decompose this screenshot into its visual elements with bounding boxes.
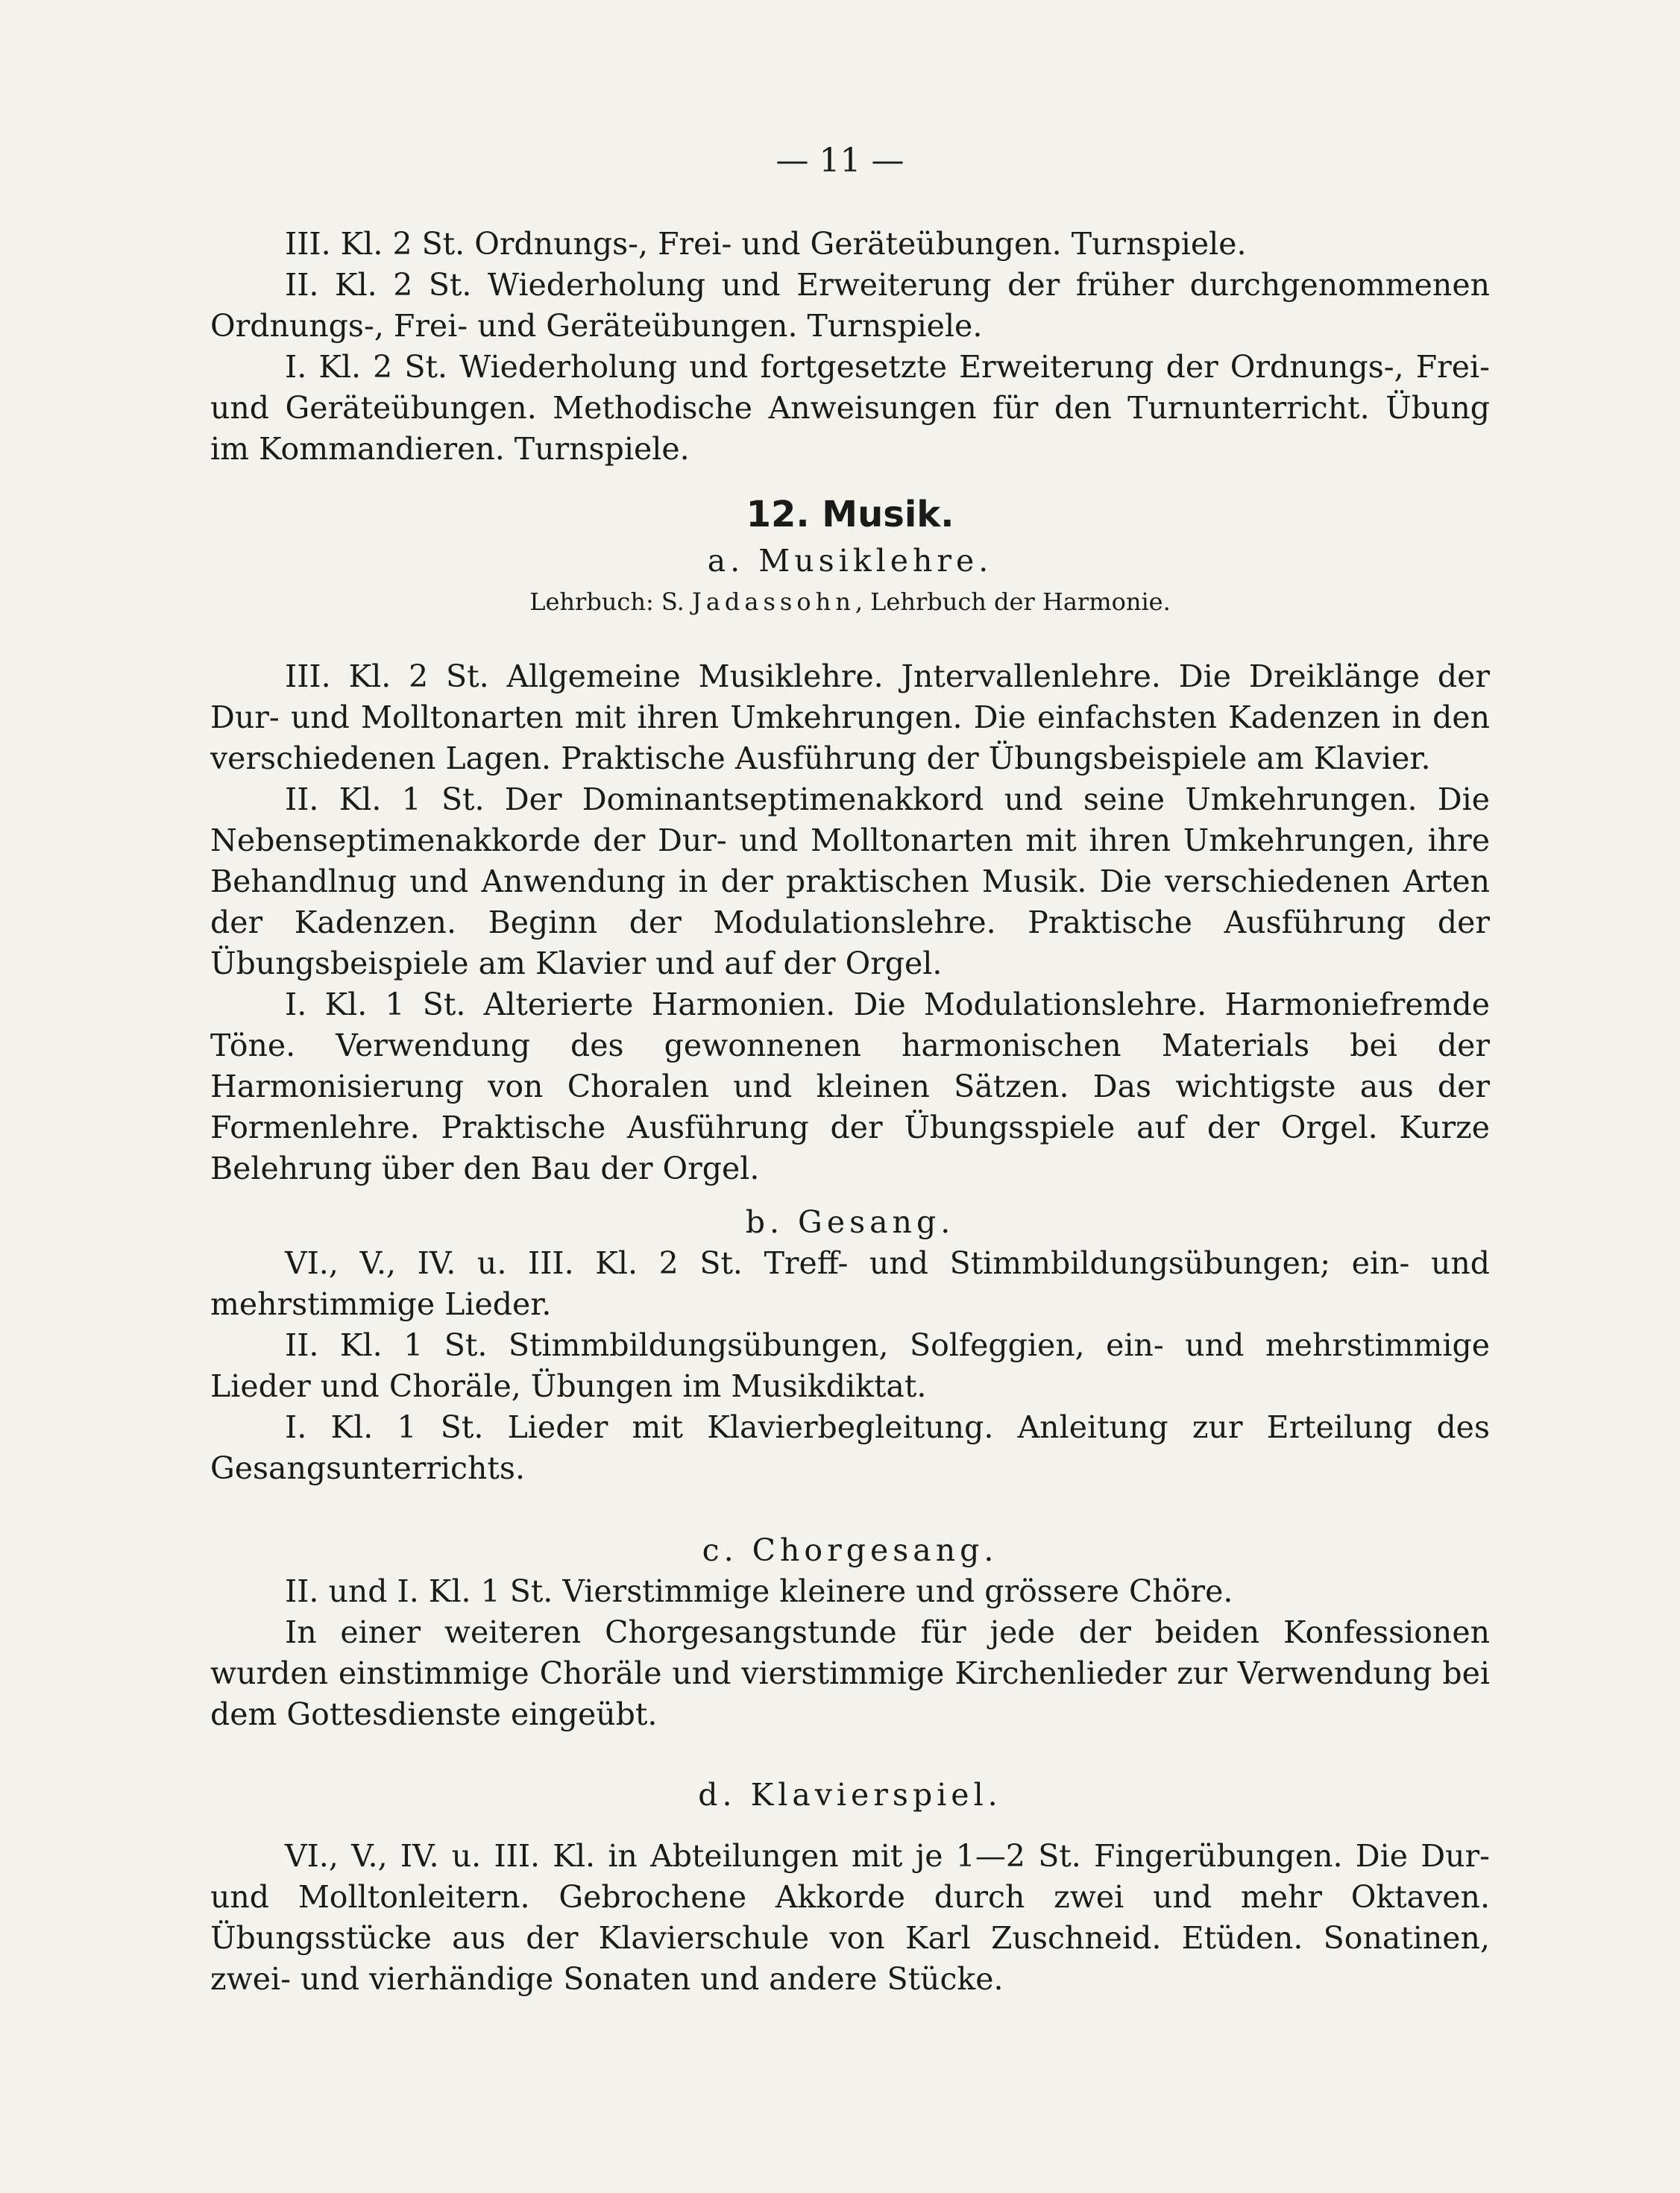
section-title: 12. Musik. — [746, 494, 954, 535]
turnen-block — [210, 224, 1490, 470]
gesang-heading: b. Gesang. — [745, 1204, 955, 1240]
page-number: — 11 — — [775, 142, 905, 180]
gesang-paragraph: I. Kl. 1 St. Lieder mit Klavierbegleitung. Anleitung zur Erteilung des Gesangsunterrichts. — [210, 1409, 1490, 1486]
musiklehre-paragraph: III. Kl. 2 St. Allgemeine Musiklehre. Jntervallenlehre. Die Dreiklänge der Dur- und Molltonarten mit ihren Umkehrungen. Die einfachsten Kadenzen in den verschiedenen Lagen. Praktische Ausführung der Übungsbeispiele am Klavier. — [210, 658, 1490, 776]
musiklehre-paragraph: I. Kl. 1 St. Alterierte Harmonien. Die Modulationslehre. Harmoniefremde Töne. Verwendung des gewonnenen harmonischen Materials bei der Harmonisierung von Choralen und kleinen Sätzen. Das wichtigste aus der Formenlehre. Praktische Ausführung der Übungsspiele auf der Orgel. Kurze Belehrung über den Bau der Orgel. — [210, 987, 1490, 1186]
chorgesang-paragraph: II. und I. Kl. 1 St. Vierstimmige kleinere und grössere Chöre. — [285, 1573, 1233, 1609]
gesang-paragraph: VI., V., IV. u. III. Kl. 2 St. Treff- und Stimmbildungsübungen; ein- und mehrstimmige Lieder. — [210, 1245, 1490, 1322]
musik-section — [210, 488, 1490, 623]
lehrbuch-author: Jadassohn — [692, 588, 855, 616]
klavierspiel-block — [210, 1775, 1490, 1816]
chorgesang-heading: c. Chorgesang. — [702, 1532, 998, 1568]
musiklehre-heading: a. Musiklehre. — [707, 543, 993, 579]
turnen-paragraph: III. Kl. 2 St. Ordnungs-, Frei- und Geräteübungen. Turnspiele. — [285, 226, 1247, 262]
chorgesang-block — [210, 1530, 1490, 1735]
lehrbuch-prefix: Lehrbuch: S. — [529, 588, 685, 616]
lehrbuch-title: , Lehrbuch der Harmonie. — [855, 588, 1171, 616]
klavierspiel-heading: d. Klavierspiel. — [698, 1777, 1002, 1813]
musiklehre-block — [210, 656, 1490, 1189]
chorgesang-paragraph: In einer weiteren Chorgesangstunde für jede der beiden Konfessionen wurden einstimmige Choräle und vierstimmige Kirchenlieder zur Verwendung bei dem Gottesdienste eingeübt. — [210, 1614, 1490, 1732]
klavierspiel-text — [210, 1836, 1490, 2000]
turnen-paragraph: I. Kl. 2 St. Wiederholung und fortgesetzte Erweiterung der Ordnungs-, Frei- und Geräteübungen. Methodische Anweisungen für den Turnunterricht. Übung im Kommandieren. Turnspiele. — [210, 349, 1490, 467]
gesang-paragraph: II. Kl. 1 St. Stimmbildungsübungen, Solfeggien, ein- und mehrstimmige Lieder und Choräle, Übungen im Musikdiktat. — [210, 1327, 1490, 1404]
gesang-block — [210, 1202, 1490, 1489]
musiklehre-paragraph: II. Kl. 1 St. Der Dominantseptimenakkord und seine Umkehrungen. Die Nebenseptimenakkorde der Dur- und Molltonarten mit ihren Umkehrungen, ihre Behandlnug und Anwendung in der praktischen Musik. Die verschiedenen Arten der Kadenzen. Beginn der Modulationslehre. Praktische Ausführung der Übungsbeispiele am Klavier und auf der Orgel. — [210, 781, 1490, 981]
lehrbuch-line — [210, 582, 1490, 623]
klavierspiel-paragraph: VI., V., IV. u. III. Kl. in Abteilungen mit je 1—2 St. Fingerübungen. Die Dur- und Molltonleitern. Gebrochene Akkorde durch zwei und mehr Oktaven. Übungsstücke aus der Klavierschule von Karl Zuschneid. Etüden. Sonatinen, zwei- und vierhändige Sonaten und andere Stücke. — [210, 1838, 1490, 1997]
turnen-paragraph: II. Kl. 2 St. Wiederholung und Erweiterung der früher durchgenommenen Ordnungs-, Frei- und Geräteübungen. Turnspiele. — [210, 267, 1490, 344]
